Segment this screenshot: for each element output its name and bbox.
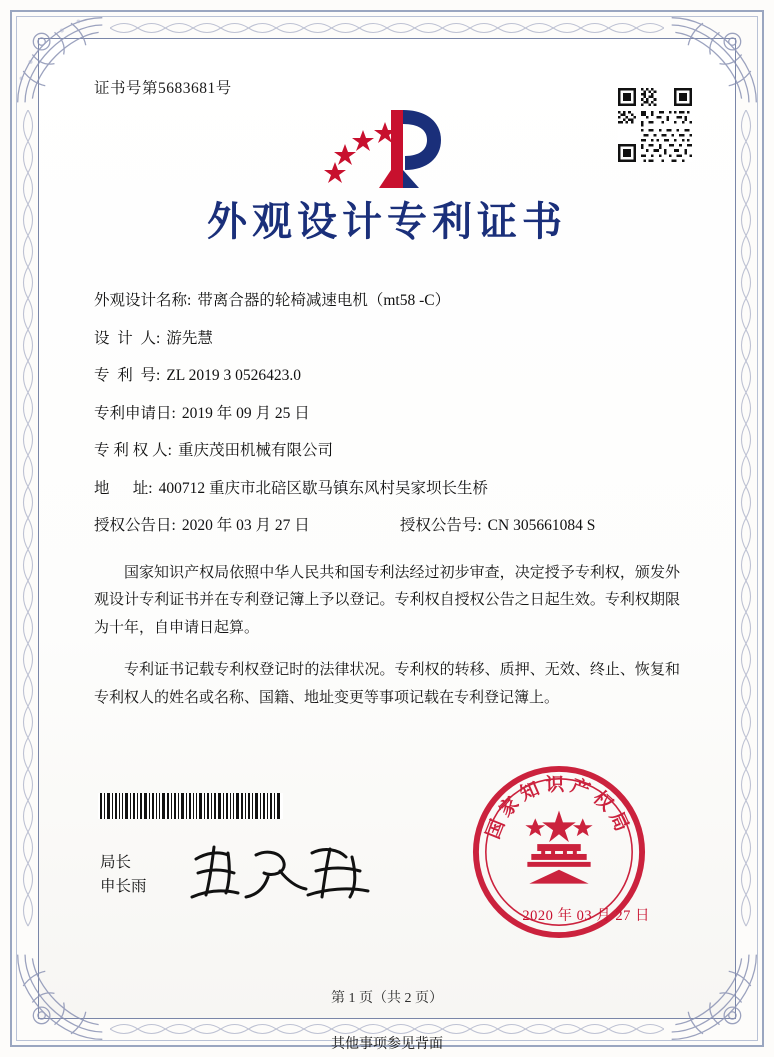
field-label: 专利申请日 bbox=[94, 404, 172, 422]
patent-office-emblem-icon bbox=[317, 92, 457, 202]
field-colon: : bbox=[171, 517, 176, 534]
field-colon: : bbox=[156, 329, 161, 347]
field-value-grant-date: 2020 年 03 月 27 日 bbox=[181, 517, 310, 534]
field-value-patentee: 重庆茂田机械有限公司 bbox=[177, 442, 333, 459]
field-colon: : bbox=[167, 442, 172, 459]
director-name-label: 申长雨 bbox=[100, 877, 147, 895]
field-label: 专 利 号 bbox=[94, 367, 157, 384]
certificate-fields bbox=[94, 293, 690, 534]
field-value-grant-number: CN 305661084 S bbox=[487, 517, 596, 534]
field-colon: : bbox=[156, 367, 161, 384]
field-label: 专 利 权 人 bbox=[94, 442, 168, 459]
border-ornament-strip bbox=[16, 110, 40, 947]
handwritten-signature-icon bbox=[184, 837, 384, 907]
field-row-patentee bbox=[94, 443, 690, 459]
field-row-application-date bbox=[94, 406, 690, 422]
field-row-patent-number bbox=[94, 368, 690, 384]
field-row-design-name bbox=[94, 293, 690, 309]
director-signature-block bbox=[100, 851, 147, 899]
field-row-address bbox=[94, 481, 690, 497]
field-value-design-name: 带离合器的轮椅减速电机（mt58 -C） bbox=[197, 292, 451, 309]
field-label: 外观设计名称 bbox=[94, 292, 188, 309]
field-label: 设 计 人 bbox=[94, 329, 157, 347]
legal-paragraph-1: 国家知识产权局依照中华人民共和国专利法经过初步审查，决定授予专利权，颁发外观设计专利证书并在专利登记簿上予以登记。专利权自授权公告之日起生效。专利权期限为十年，自申请日起算。 bbox=[94, 564, 680, 636]
page-title: 外观设计专利证书 bbox=[207, 198, 567, 245]
field-value-address: 400712 重庆市北碚区歇马镇东风村吴家坝长生桥 bbox=[158, 479, 488, 497]
certificate-content bbox=[38, 38, 736, 1019]
footer-note: 其他事项参见背面 bbox=[331, 1037, 443, 1052]
field-label: 地 址 bbox=[94, 479, 149, 497]
field-value-designer: 游先慧 bbox=[166, 329, 213, 347]
field-value-application-date: 2019 年 09 月 25 日 bbox=[181, 404, 310, 422]
legal-paragraph-2: 专利证书记载专利权登记时的法律状况。专利权的转移、质押、无效、终止、恢复和专利权人的姓名或名称、国籍、地址变更等事项记载在专利登记簿上。 bbox=[94, 661, 680, 706]
field-row-grant bbox=[94, 518, 690, 534]
field-label-grant-date: 授权公告日 bbox=[94, 517, 172, 534]
field-colon: : bbox=[477, 517, 482, 534]
field-row-designer bbox=[94, 331, 690, 347]
field-label-grant-number: 授权公告号 bbox=[399, 517, 478, 534]
seal-top-text: 国家知识产权局 bbox=[481, 773, 636, 843]
seal-date: 2020 年 03 月 27 日 bbox=[522, 908, 650, 924]
field-colon: : bbox=[171, 404, 176, 422]
border-ornament-strip bbox=[734, 110, 758, 947]
qr-code-icon bbox=[618, 88, 692, 162]
field-colon: : bbox=[187, 292, 192, 309]
field-value-patent-number: ZL 2019 3 0526423.0 bbox=[166, 367, 301, 384]
border-ornament-strip bbox=[110, 16, 664, 40]
director-role-label: 局长 bbox=[100, 853, 132, 871]
page-indicator: 第 1 页（共 2 页） bbox=[331, 991, 443, 1006]
barcode-icon bbox=[98, 793, 283, 819]
certificate-number: 证书号第5683681号 bbox=[94, 80, 232, 97]
field-colon: : bbox=[148, 479, 153, 497]
